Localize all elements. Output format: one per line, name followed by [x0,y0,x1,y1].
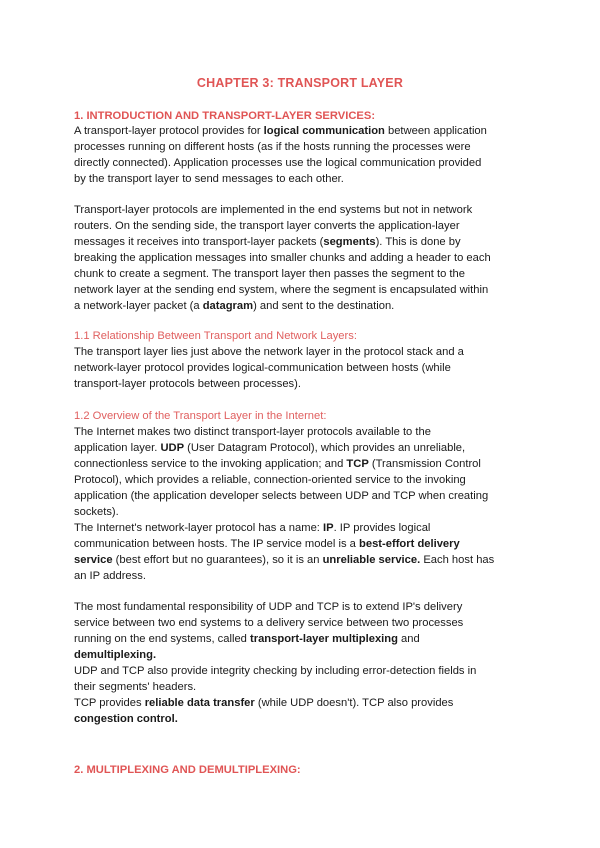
text-line [74,552,536,568]
bold-term: best-effort delivery [359,538,460,550]
text-run: The Internet makes two distinct transport-layer protocols available to the [74,426,431,438]
text-line [74,155,536,171]
section-1-paragraph-1 [74,123,536,187]
text-line [74,647,536,663]
text-run: ). This is done by [375,236,461,248]
section-2-heading: 2. MULTIPLEXING AND DEMULTIPLEXING: [74,764,301,776]
text-line [74,218,536,234]
text-run: breaking the application messages into smaller chunks and adding a header to each [74,252,491,264]
bold-term: segments [323,236,376,248]
text-run: application (the application developer selects between UDP and TCP when creating [74,490,489,502]
text-line [74,711,536,727]
bold-term: reliable data transfer [144,697,255,709]
text-line [74,376,536,392]
text-run: application layer. [74,442,161,454]
text-line [74,282,536,298]
bold-term: unreliable service. [322,554,421,566]
text-line [74,139,536,155]
text-run: Each host has [420,554,495,566]
text-line [74,202,536,218]
text-line [74,344,536,360]
text-run: by the transport layer to send messages to each other. [74,173,344,185]
text-line [74,266,536,282]
text-line [74,520,536,536]
text-run: (while UDP doesn't). TCP also provides [254,697,454,709]
bold-term: UDP [160,442,185,454]
bold-term: transport-layer multiplexing [250,633,398,645]
text-line [74,298,536,314]
section-1-2-paragraph-2 [74,599,536,727]
text-run: network layer at the sending end system, where the segment is encapsulated within [74,284,489,296]
bold-term: demultiplexing. [74,649,157,661]
text-run: The Internet's network-layer protocol has a name: [74,522,324,534]
text-line [74,234,536,250]
text-run: between application [384,125,487,137]
text-line [74,456,536,472]
text-run: service between two end systems to a delivery service between two processes [74,617,464,629]
section-1-1-heading: 1.1 Relationship Between Transport and Network Layers: [74,330,357,342]
text-run: The most fundamental responsibility of UDP and TCP is to extend IP's delivery [74,601,463,613]
text-run: processes running on different hosts (as if the hosts running the processes were [74,141,471,153]
text-run: TCP provides [74,697,145,709]
text-run: a network-layer packet (a [74,300,203,312]
text-run: Transport-layer protocols are implemented in the end systems but not in network [74,204,473,216]
text-line [74,504,536,520]
bold-term: TCP [346,458,369,470]
text-line [74,123,536,139]
chapter-title: CHAPTER 3: TRANSPORT LAYER [196,76,404,90]
text-run: (best effort but no guarantees), so it is an [112,554,323,566]
text-line [74,615,536,631]
section-1-2-paragraph-1 [74,424,536,584]
text-run: (User Datagram Protocol), which provides an unreliable, [184,442,466,454]
text-line [74,663,536,679]
text-run: messages it receives into transport-layer packets ( [74,236,324,248]
text-run: their segments' headers. [74,681,197,693]
section-1-paragraph-2 [74,202,536,314]
section-1-2-heading: 1.2 Overview of the Transport Layer in the Internet: [74,410,327,422]
text-line [74,536,536,552]
text-line [74,440,536,456]
text-line [74,360,536,376]
text-run: an IP address. [74,570,146,582]
section-1-1-paragraph [74,344,536,392]
text-line [74,679,536,695]
bold-term: service [74,554,113,566]
text-run: and [397,633,420,645]
text-line [74,568,536,584]
text-run: UDP and TCP also provide integrity checking by including error-detection fields in [74,665,477,677]
bold-term: IP [323,522,334,534]
bold-term: datagram [202,300,254,312]
text-run: The transport layer lies just above the network layer in the protocol stack and a [74,346,464,358]
text-run: (Transmission Control [368,458,481,470]
text-run: directly connected). Application processes use the logical communication provided [74,157,482,169]
text-line [74,424,536,440]
text-run: routers. On the sending side, the transport layer converts the application-layer [74,220,460,232]
text-line [74,631,536,647]
text-run: transport-layer protocols between processes). [74,378,301,390]
text-run: ) and sent to the destination. [253,300,395,312]
bold-term: logical communication [263,125,385,137]
text-run: chunk to create a segment. The transport layer then passes the segment to the [74,268,465,280]
text-run: communication between hosts. The IP service model is a [74,538,360,550]
text-run: Protocol), which provides a reliable, connection-oriented service to the invoking [74,474,466,486]
text-run: running on the end systems, called [74,633,250,645]
text-line [74,250,536,266]
text-line [74,488,536,504]
text-line [74,472,536,488]
text-run: connectionless service to the invoking application; and [74,458,347,470]
text-line [74,695,536,711]
text-run: . IP provides logical [333,522,431,534]
section-1-heading: 1. INTRODUCTION AND TRANSPORT-LAYER SERVICES: [74,110,376,122]
text-line [74,599,536,615]
text-line [74,171,536,187]
text-run: A transport-layer protocol provides for [74,125,264,137]
text-run: network-layer protocol provides logical-communication between hosts (while [74,362,451,374]
bold-term: congestion control. [74,713,178,725]
text-run: sockets). [74,506,119,518]
